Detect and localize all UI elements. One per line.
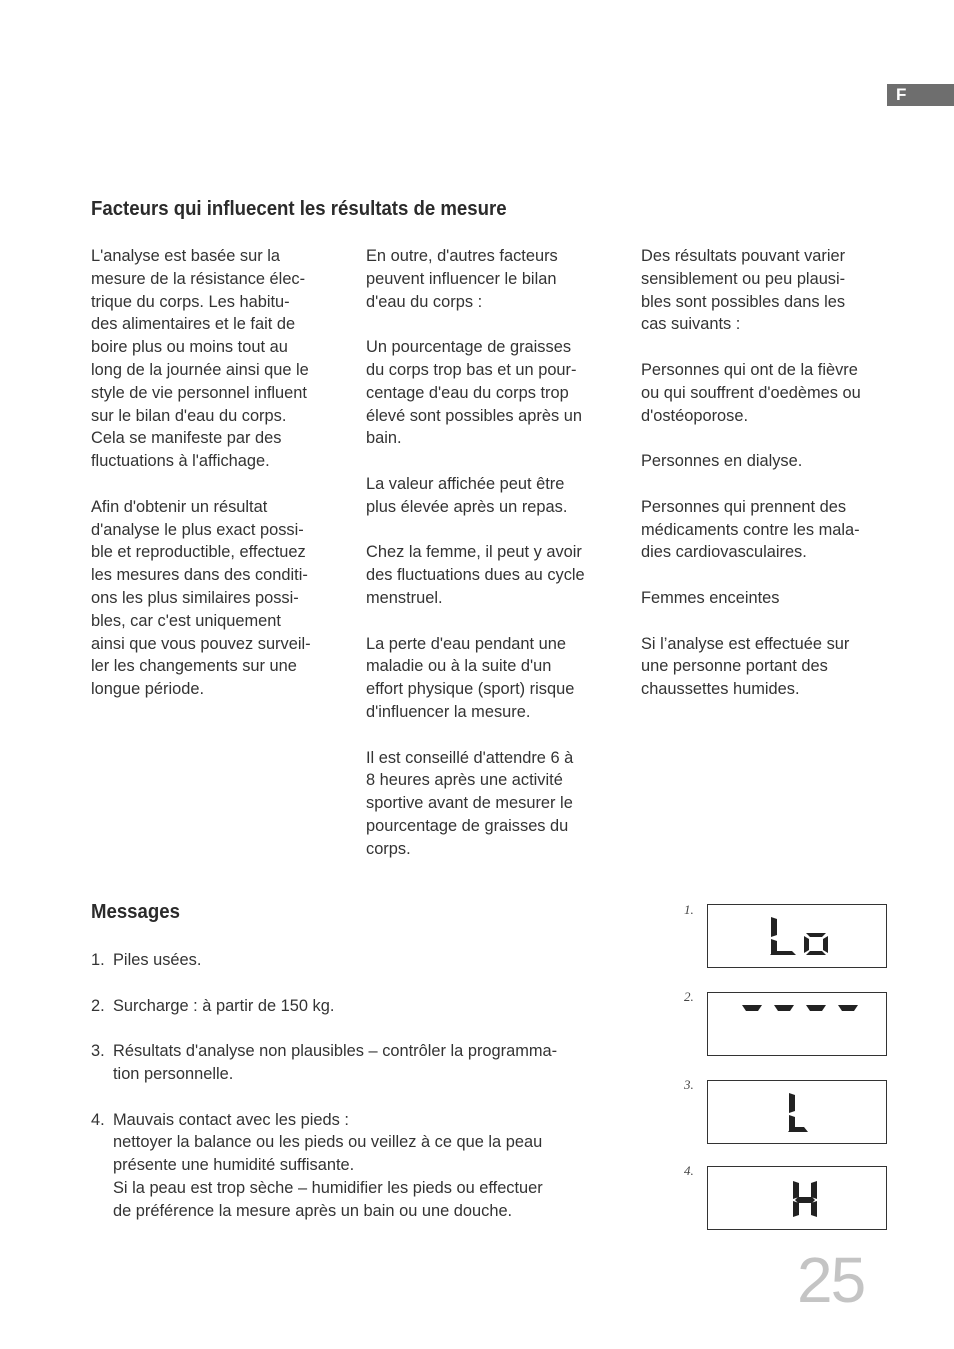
lcd-display-lo bbox=[707, 904, 887, 968]
paragraph: Afin d'obtenir un résultat d'analyse le plus exact possi- ble et reproductible, effectuez les mesures dans des conditi- ons les plus similaires possi- bles, car c'est uniquement ainsi que vous pouvez surveil- ler les changements sur une longue période. bbox=[91, 497, 311, 699]
paragraph: Femmes enceintes bbox=[641, 588, 780, 607]
messages-list bbox=[91, 949, 611, 1245]
item-text: Résultats d'analyse non plausibles – contrôler la programma- tion personnelle. bbox=[113, 1042, 558, 1083]
lcd-reading-lo-icon bbox=[708, 905, 888, 969]
lcd-display-dashes bbox=[707, 992, 887, 1056]
item-number: 1. bbox=[91, 951, 105, 969]
item-text: Mauvais contact avec les pieds : nettoyer la balance ou les pieds ou veillez à ce que la peau présente une humidité suffisante. Si la peau est trop sèche – humidifier les pieds ou effectuer de préférence la mesure après un bain ou une douche. bbox=[113, 1110, 543, 1220]
page-number: 25 bbox=[797, 1244, 865, 1316]
lcd-reading-dashes-icon bbox=[708, 993, 888, 1057]
text-column-2 bbox=[366, 245, 621, 883]
display-label: 4. bbox=[684, 1163, 694, 1178]
lcd-display-l bbox=[707, 1080, 887, 1144]
section-title-factors: Facteurs qui influecent les résultats de mesure bbox=[91, 198, 507, 220]
paragraph: Personnes qui prennent des médicaments contre les mala- dies cardiovasculaires. bbox=[641, 497, 860, 562]
display-label: 2. bbox=[684, 989, 694, 1004]
list-item bbox=[91, 995, 611, 1018]
paragraph: Personnes en dialyse. bbox=[641, 452, 803, 471]
paragraph: Si l’analyse est effectuée sur une personne portant des chaussettes humides. bbox=[641, 634, 850, 699]
lcd-reading-l-icon bbox=[708, 1081, 888, 1145]
paragraph: L'analyse est basée sur la mesure de la résistance élec- trique du corps. Les habitu- des alimentaires et le fait de boire plus ou moins tout au long de la journée ainsi que le style de vie personnel influent sur le bilan d'eau du corps. Cela se manifeste par des fluctuations à l'affichage. bbox=[91, 247, 309, 471]
paragraph: En outre, d'autres facteurs peuvent influencer le bilan d'eau du corps : bbox=[366, 247, 558, 311]
item-text: Surcharge : à partir de 150 kg. bbox=[113, 996, 335, 1015]
lcd-display-h bbox=[707, 1166, 887, 1230]
paragraph: Un pourcentage de graisses du corps trop bas et un pour- centage d'eau du corps trop élevé sont possibles après un bain. bbox=[366, 338, 582, 448]
lcd-reading-h-icon bbox=[708, 1167, 888, 1231]
text-column-3 bbox=[641, 245, 896, 724]
section-title-messages: Messages bbox=[91, 901, 180, 923]
paragraph: Il est conseillé d'attendre 6 à 8 heures après une activité sportive avant de mesurer le pourcentage de graisses du corps. bbox=[366, 748, 574, 858]
text-column-1 bbox=[91, 245, 346, 724]
list-item bbox=[91, 949, 611, 972]
language-tab: F bbox=[887, 84, 954, 106]
item-number: 3. bbox=[91, 1042, 105, 1061]
paragraph: La valeur affichée peut être plus élevée après un repas. bbox=[366, 474, 568, 516]
display-label: 3. bbox=[684, 1077, 694, 1092]
paragraph: La perte d'eau pendant une maladie ou à la suite d'un effort physique (sport) risque d'influencer la mesure. bbox=[366, 634, 575, 721]
list-item bbox=[91, 1040, 611, 1086]
paragraph: Des résultats pouvant varier sensiblement ou peu plausi- bles sont possibles dans les cas suivants : bbox=[641, 247, 846, 334]
item-text: Piles usées. bbox=[113, 951, 202, 969]
paragraph: Chez la femme, il peut y avoir des fluctuations dues au cycle menstruel. bbox=[366, 543, 585, 607]
paragraph: Personnes qui ont de la fièvre ou qui souffrent d'oedèmes ou d'ostéoporose. bbox=[641, 360, 861, 425]
item-number: 2. bbox=[91, 996, 105, 1015]
display-label: 1. bbox=[684, 902, 694, 917]
list-item bbox=[91, 1109, 611, 1223]
item-number: 4. bbox=[91, 1110, 105, 1129]
